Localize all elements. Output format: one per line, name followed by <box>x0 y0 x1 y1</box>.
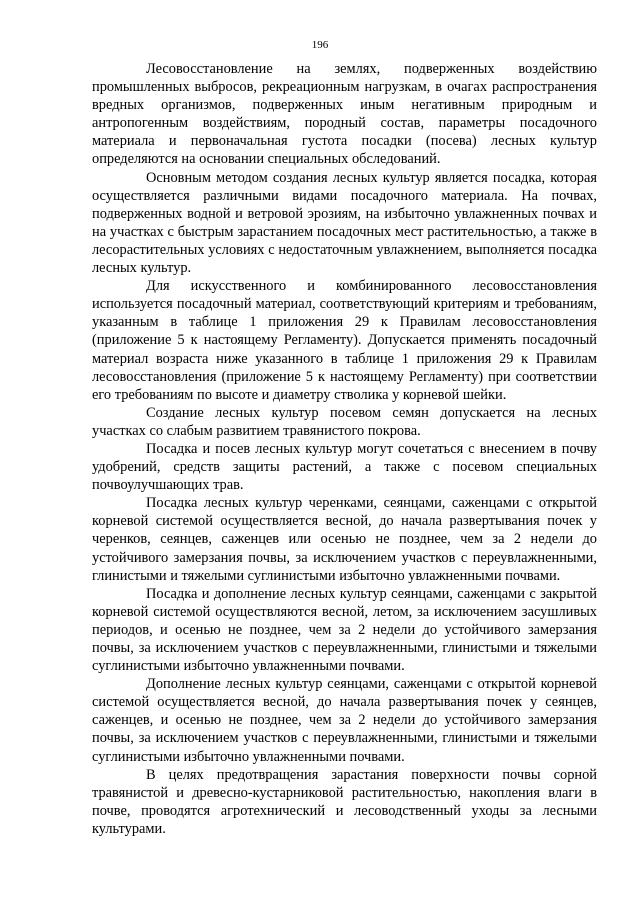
paragraph-open-root-supplement: Дополнение лесных культур сеянцами, саженцами с открытой корневой системой осуществляется весной, до начала развертывания почек у сеянцев, саженцев, и осенью не позднее, чем за 2 недели до устойчивого замерзания почвы, за исключением участков с переувлажненными, глинистыми и тяжелыми суглинистыми избыточно увлажненными почвами. <box>92 676 597 765</box>
paragraph-seed-sowing: Создание лесных культур посевом семян допускается на лесных участках со слабым развитием травянистого покрова. <box>92 404 597 439</box>
paragraph-reforestation-special-surveys: Лесовосстановление на землях, подверженных воздействию промышленных выбросов, рекреационным нагрузкам, в очагах распространения вредных организмов, подверженных иным негативным природным и антропогенным воздействиям, породный состав, параметры посадочного материала и первоначальная густота посадки (посева) лесных культур определяются на основании специальных обследований. <box>92 61 597 168</box>
document-body <box>92 60 597 838</box>
paragraph-closed-root-planting-season: Посадка и дополнение лесных культур сеянцами, саженцами с закрытой корневой системой осуществляются весной, летом, за исключением засушливых периодов, и осенью не позднее, чем за 2 недели до устойчивого замерзания почвы, за исключением участков с переувлажненными, глинистыми и тяжелыми суглинистыми избыточно увлажненными почвами. <box>92 585 597 675</box>
paragraph-open-root-planting-season: Посадка лесных культур черенками, сеянцами, саженцами с открытой корневой системой осуществляется весной, до начала развертывания почек у черенков, сеянцев, саженцев или осенью не позднее, чем за 2 недели до устойчивого замерзания почвы, за исключением участков с переувлажненными, глинистыми и тяжелыми суглинистыми избыточно увлажненными почвами. <box>92 495 597 584</box>
page-number: 196 <box>311 39 329 51</box>
paragraph-fertilizers-and-protection: Посадка и посев лесных культур могут сочетаться с внесением в почву удобрений, средств защиты растений, а также с посевом специальных почвоулучшающих трав. <box>92 440 597 494</box>
paragraph-main-planting-method: Основным методом создания лесных культур является посадка, которая осуществляется различными видами посадочного материала. На почвах, подверженных водной и ветровой эрозиям, на избыточно увлажненных почвах и на участках с быстрым зарастанием посадочных мест растительностью, а также в лесорастительных условиях с недостаточным увлажнением, выполняется посадка лесных культур. <box>92 169 597 277</box>
paragraph-planting-material-requirements: Для искусственного и комбинированного лесовосстановления используется посадочный материал, соответствующий критериям и требованиям, указанным в таблице 1 приложения 29 к Правилам лесовосстановления (приложение 5 к настоящему Регламенту). Допускается применять посадочный материал возраста ниже указанного в таблице 1 приложения 29 к Правилам лесовосстановления (приложение 5 к настоящему Регламенту) при соответствии его требованиям по высоте и диаметру стволика у корневой шейки. <box>92 278 597 403</box>
paragraph-culture-maintenance: В целях предотвращения зарастания поверхности почвы сорной травянистой и древесно-кустарниковой растительностью, накопления влаги в почве, проводятся агротехнический и лесоводственный уходы за лесными культурами. <box>92 766 597 837</box>
